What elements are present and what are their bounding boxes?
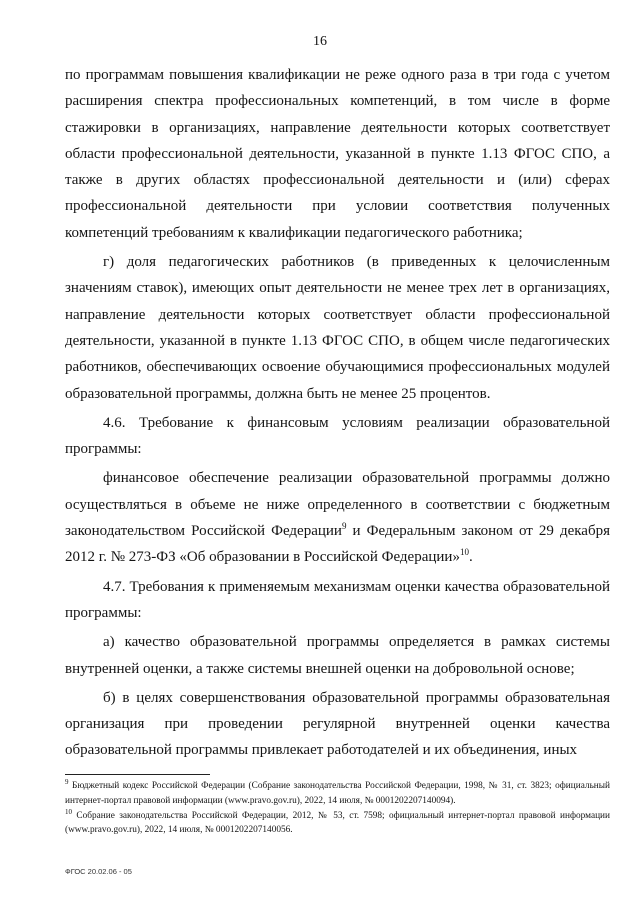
- footnote-mark-10: 10: [65, 807, 72, 816]
- footnote-10: [65, 809, 610, 839]
- paragraph-item-a: а) качество образовательной программы определяется в рамках системы внутренней оценки, а также системы внешней оценки на добровольной основе;: [65, 634, 610, 677]
- paragraph-item-b: б) в целях совершенствования образовательной программы образовательная организация при проведении регулярной внутренней оценки качества образовательной программы привлекает работодателей и их объединения, иных: [65, 689, 610, 759]
- footnotes: [65, 779, 610, 838]
- paragraph-qualification-continuation: по программам повышения квалификации не реже одного раза в три года с учетом расширения спектра профессиональных компетенций, в том числе в форме стажировки в организациях, направление деятельности которых соответствует области профессиональной деятельности, указанной в пункте 1.13 ФГОС СПО, а также в других областях профессиональной деятельности и (или) сферах профессиональной деятельности при условии соответствия полученных компетенций требованиям к квалификации педагогического работника;: [65, 67, 610, 241]
- footnote-10-text: Собрание законодательства Российской Федерации, 2012, № 53, ст. 7598; официальный интернет-портал правовой информации (www.pravo.gov.ru), 2022, 14 июля, № 0001202207140056.: [65, 810, 610, 836]
- page-number: 16: [313, 34, 327, 49]
- paragraph-section-4-7: 4.7. Требования к применяемым механизмам оценки качества образовательной программы:: [65, 578, 610, 621]
- document-code: ФГОС 20.02.06 - 05: [65, 867, 132, 876]
- paragraph-financing: [65, 465, 610, 570]
- footnote-9-text: Бюджетный кодекс Российской Федерации (Собрание законодательства Российской Федерации, 1998, № 31, ст. 3823; официальный интернет-портал правовой информации (www.pravo.gov.ru), 2022, 14 июля, № 0001202207140094).: [65, 781, 610, 806]
- footnote-ref-9: 9: [341, 521, 347, 532]
- financing-text-part1: финансовое обеспечение реализации образовательной программы должно осуществляться в объеме не ниже определенного в соответствии с бюджетным законодательством Российской Федерации: [65, 470, 610, 540]
- paragraph-section-4-6: 4.6. Требование к финансовым условиям реализации образовательной программы:: [65, 414, 610, 458]
- financing-text-part3: .: [468, 549, 473, 566]
- footnote-divider: [65, 774, 210, 775]
- footnote-ref-10: 10: [459, 547, 469, 558]
- financing-text-part2: и Федеральным законом от 29 декабря 2012 г. № 273-ФЗ «Об образовании в Российской Федерации»: [65, 523, 610, 566]
- footnote-mark-9: 9: [65, 778, 69, 786]
- document-body: [65, 62, 610, 764]
- footnote-9: [65, 779, 610, 809]
- paragraph-item-g: г) доля педагогических работников (в приведенных к целочисленным значениям ставок), имеющих опыт деятельности не менее трех лет в организациях, направление деятельности которых соответствует области профессиональной деятельности, указанной в пункте 1.13 ФГОС СПО, в общем числе педагогических работников, обеспечивающих освоение обучающимися профессиональных модулей образовательной программы, должна быть не менее 25 процентов.: [65, 254, 610, 402]
